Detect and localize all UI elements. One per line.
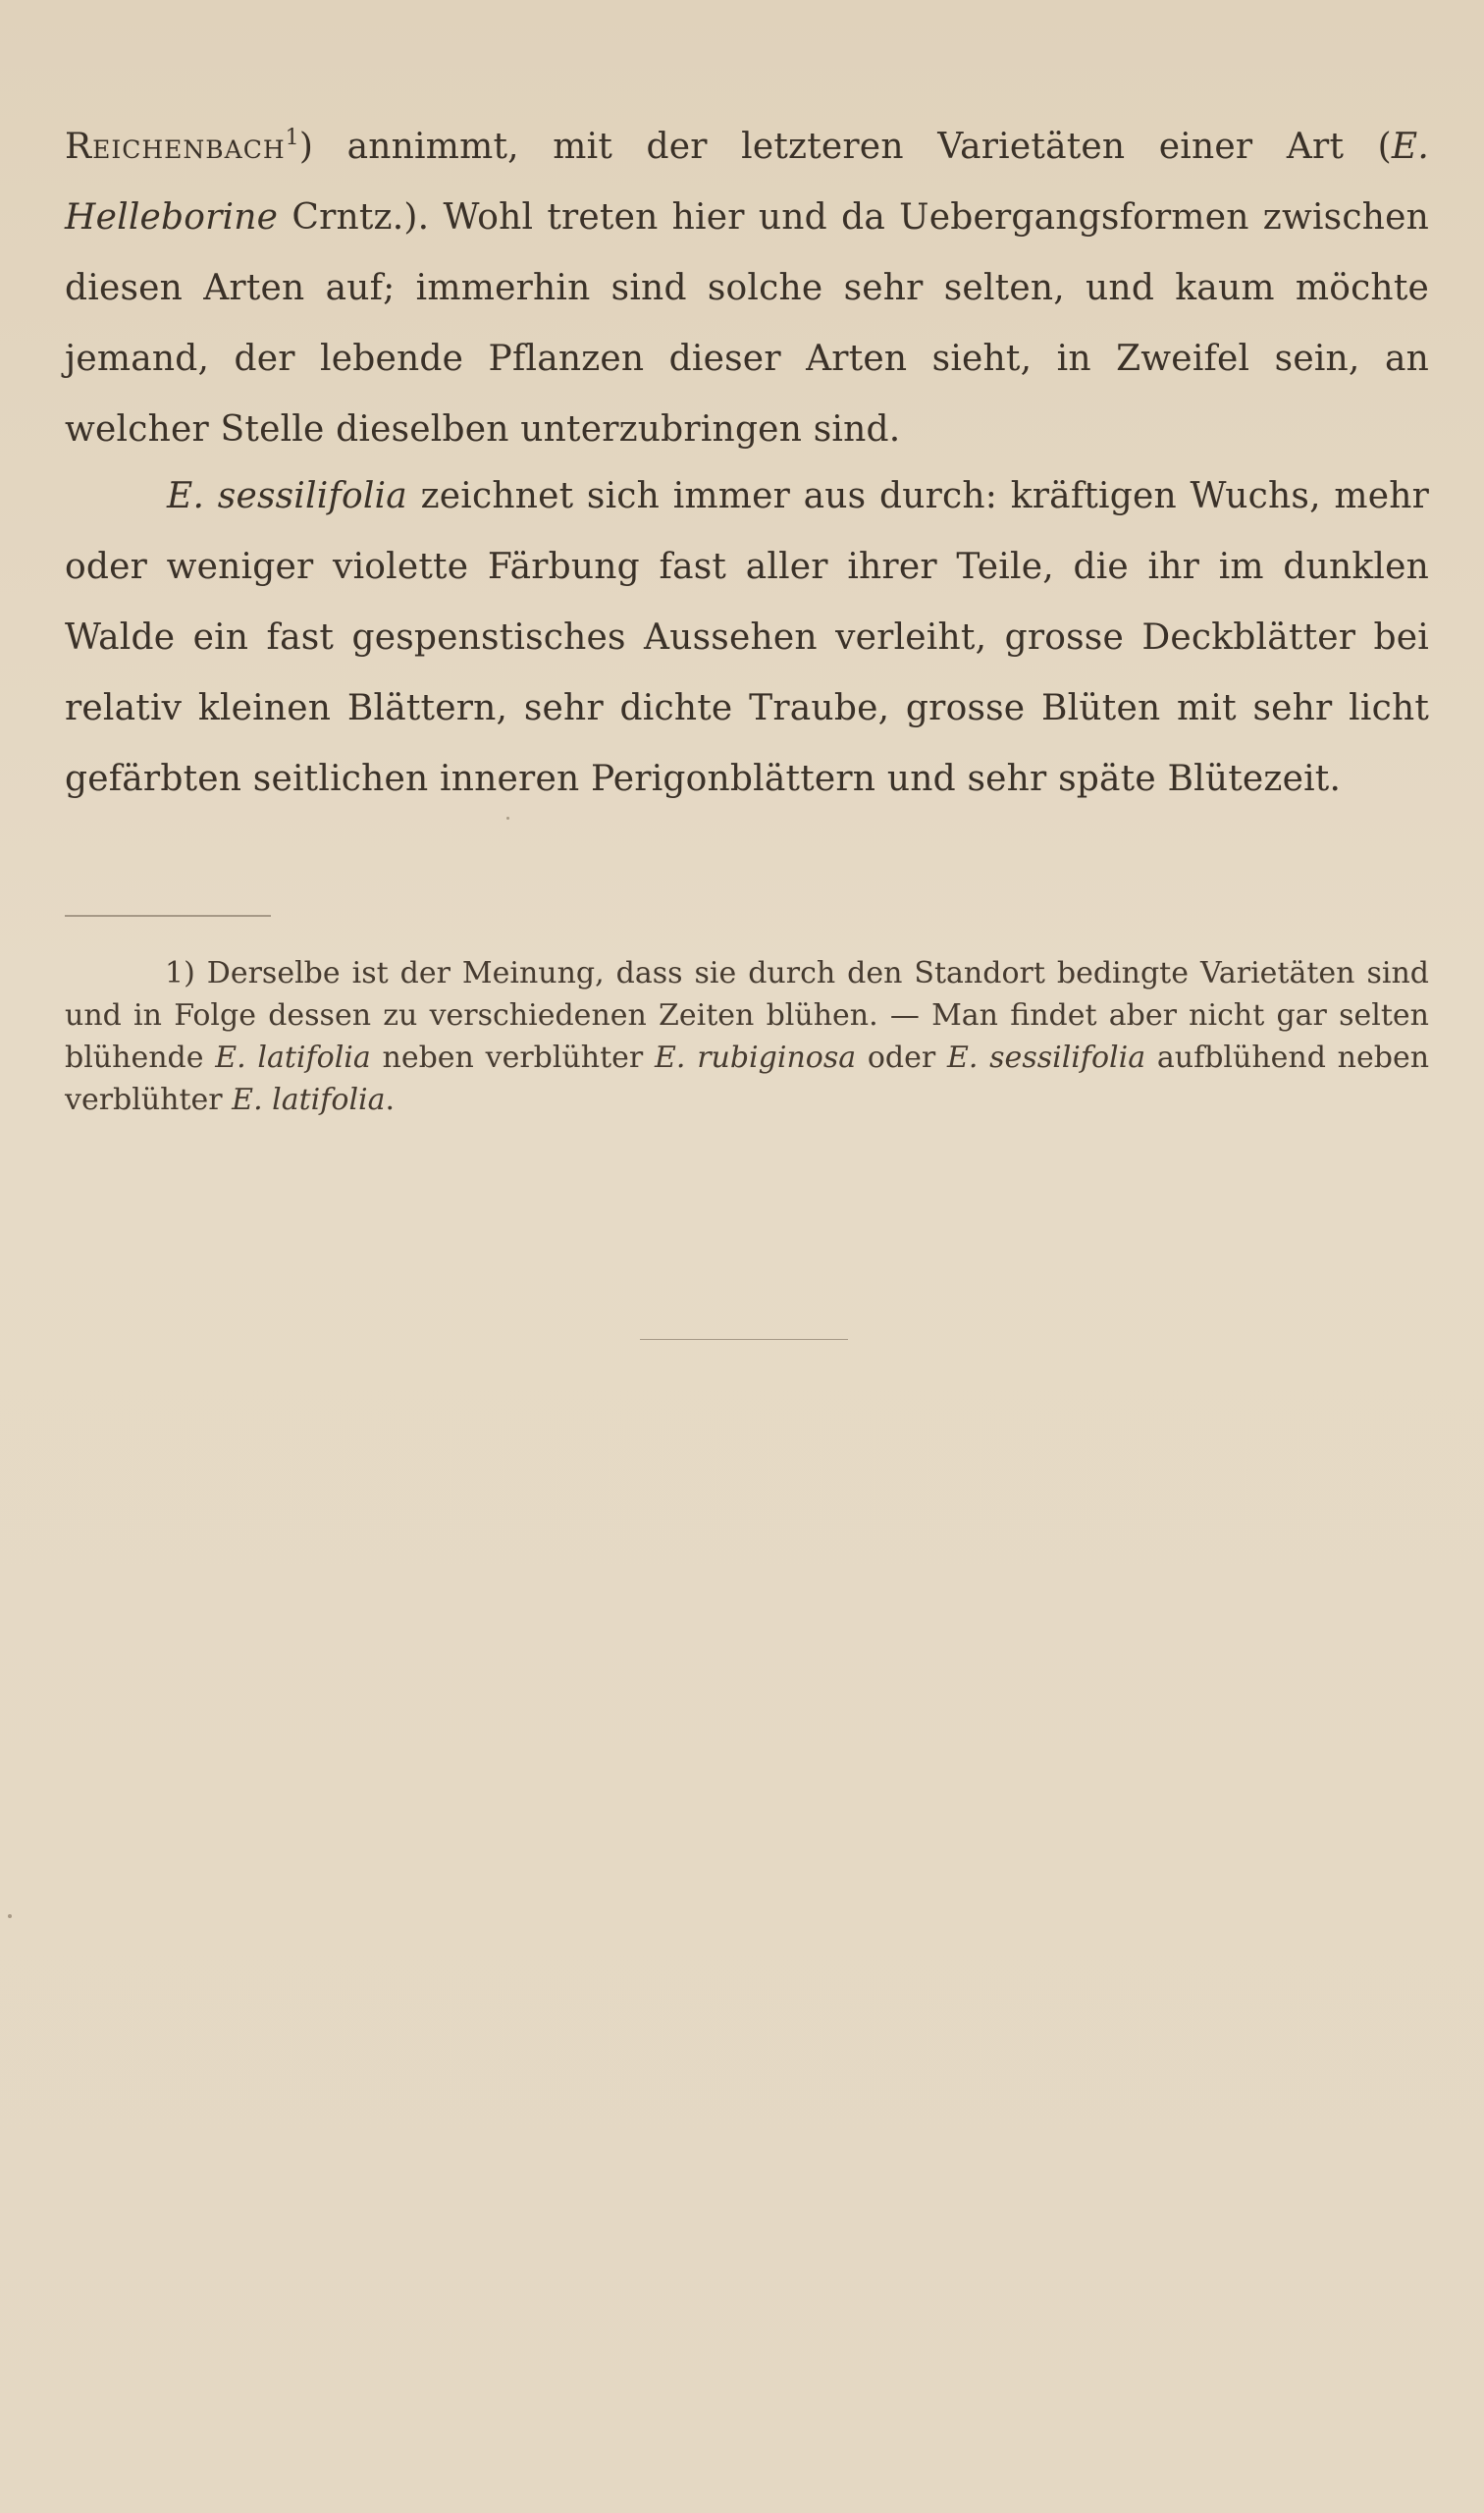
paragraph-2-text: zeichnet sich immer aus durch: kräftigen Wuchs, mehr oder weniger violette Färbung fast aller ihrer Teile, die ihr im dunklen Walde ein fast gespenstisches Aussehen verleiht, grosse Deckblätter bei relativ kleinen Blättern, sehr dichte Traube, grosse Blüten mit sehr licht gefärbten seitlichen inneren Perigonblättern und sehr späte Blütezeit.	[65, 476, 1429, 799]
species-name: E. sessilifolia	[946, 1041, 1146, 1075]
footnote-text-c: oder	[856, 1041, 947, 1075]
footnote-divider	[65, 915, 271, 917]
species-name: E. sessilifolia	[167, 476, 407, 516]
footnote-reference: 1	[285, 126, 299, 150]
paragraph-1-text-a: ) annimmt, mit der letzteren Varietäten einer Art (	[298, 127, 1392, 167]
paper-speck	[506, 817, 509, 820]
species-name: E. rubiginosa	[655, 1041, 857, 1075]
paragraph-2	[65, 461, 1429, 815]
paragraph-1-text-b: Crntz.). Wohl treten hier und da Uebergangsformen zwischen diesen Arten auf; immerhin sind solche sehr selten, und kaum möchte jemand, der lebende Pflanzen dieser Arten sieht, in Zweifel sein, an welcher Stelle dieselben unterzubringen sind.	[65, 197, 1429, 450]
paper-speck	[8, 1914, 12, 1918]
footnote-marker: 1)	[165, 956, 195, 990]
footnote	[65, 952, 1429, 1121]
footnote-text-a: Derselbe ist der Meinung, dass sie durch den Standort bedingte Varietäten sind und in Folge dessen zu verschiedenen Zeiten blühen. — Man findet aber nicht gar selten blühende	[65, 956, 1429, 1075]
author-name: Reichenbach	[65, 127, 286, 167]
paragraph-1	[65, 112, 1429, 465]
end-divider	[640, 1339, 848, 1340]
footnote-text-b: neben verblühter	[370, 1041, 656, 1075]
footnote-text-d: aufblühend neben verblühter	[65, 1041, 1430, 1117]
footnote-text-e: .	[385, 1083, 396, 1117]
species-name: E. latifolia	[232, 1083, 386, 1117]
species-name: E. Helleborine	[65, 127, 1429, 238]
species-name: E. latifolia	[215, 1041, 371, 1075]
